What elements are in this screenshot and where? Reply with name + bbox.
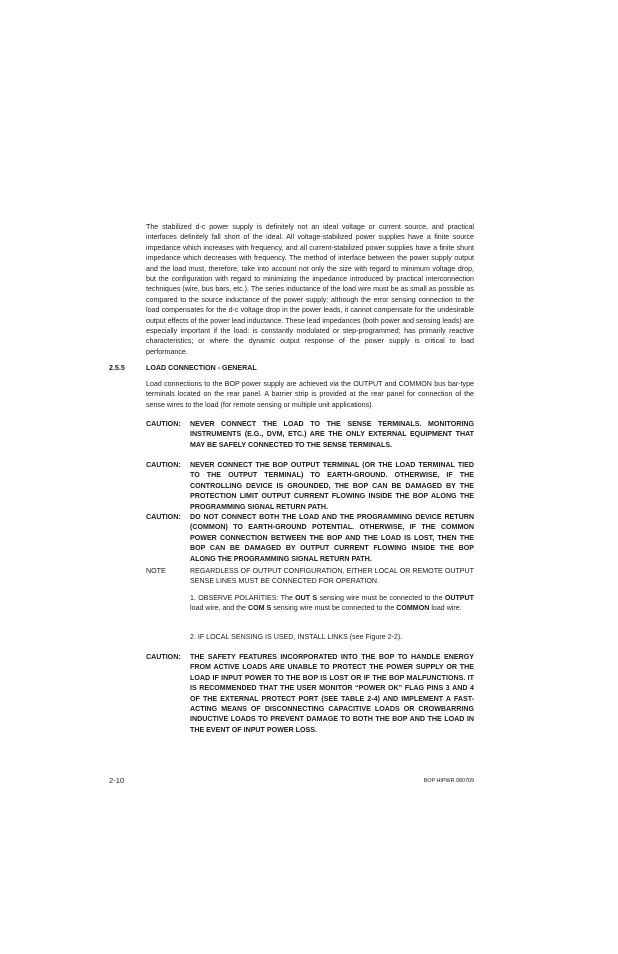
note-text: REGARDLESS OF OUTPUT CONFIGURATION, EITHER LOCAL OR REMOTE OUTPUT SENSE LINES MUST BE CONNECTED FOR OPERATION. bbox=[190, 567, 474, 586]
section-title: LOAD CONNECTION - GENERAL bbox=[146, 364, 257, 372]
note-block bbox=[146, 566, 474, 587]
page-number: 2-10 bbox=[109, 776, 125, 785]
caution-text: NEVER CONNECT THE LOAD TO THE SENSE TERMINALS. MONITORING INSTRUMENTS (E.G., DVM, ETC.) ARE THE ONLY EXTERNAL EQUIPMENT THAT MAY BE SAFELY CONNECTED TO THE SENSE TERMINALS. bbox=[190, 420, 474, 449]
intro-paragraph: The stabilized d-c power supply is definitely not an ideal voltage or current source, and practical interfaces definitely fall short of the ideal. All voltage-stabilized power supplies have a finite source impedance which increases with frequency, and all current-stabilized power supplies have a finite shunt impedance which decreases with frequency. The method of interface between the power supply output and the load must, therefore, take into account not only the size with regard to minimum voltage drop, but the configuration with regard to minimizing the impedance introduced by practical interconnection techniques (wire, bus bars, etc.). The series inductance of the load wire must be as small as possible as compared to the source inductance of the power supply: although the error sensing connection to the load compensates for the d-c voltage drop in the power leads, it cannot compensate for the undesirable output effects of the power lead inductance. These lead impedances (both power and sensing leads) are especially important if the load: is constantly modulated or step-programmed; has primarily reactive characteristics; or where the dynamic output response of the power supply is critical to load performance. bbox=[146, 223, 474, 356]
caution-block bbox=[146, 460, 474, 512]
note-item-2: 2. IF LOCAL SENSING IS USED, INSTALL LINKS (see Figure 2-2). bbox=[190, 633, 403, 641]
caution-text: NEVER CONNECT THE BOP OUTPUT TERMINAL (OR THE LOAD TERMINAL TIED TO THE OUTPUT TERMINAL) TO EARTH-GROUND. OTHERWISE, IF THE CONTROLLING DEVICE IS GROUNDED, THE BOP CAN BE DAMAGED BY THE PROTECTION LIMIT OUTPUT CURRENT FLOWING INSIDE THE BOP ALONG THE PROGRAMMING SIGNAL RETURN PATH. bbox=[190, 461, 474, 511]
caution-label: CAUTION: bbox=[146, 420, 181, 428]
caution-label: CAUTION: bbox=[146, 513, 181, 521]
caution-block bbox=[146, 419, 474, 450]
caution-text: DO NOT CONNECT BOTH THE LOAD AND THE PROGRAMMING DEVICE RETURN (COMMON) TO EARTH-GROUND POTENTIAL. OTHERWISE, IF THE COMMON POWER CONNECTION BETWEEN THE BOP AND THE LOAD IS LOST, THEN THE BOP CAN BE DAMAGED BY OUTPUT CURRENT FLOWING INSIDE THE BOP ALONG THE PROGRAMMING SIGNAL RETURN PATH. bbox=[190, 513, 474, 563]
section-paragraph: Load connections to the BOP power supply are achieved via the OUTPUT and COMMON bus bar-type terminals located on the rear panel. A barrier strip is provided at the rear panel for connection of the sense wires to the load (for remote sensing or multiple unit applications). bbox=[146, 380, 474, 409]
caution-block bbox=[146, 512, 474, 564]
note-label: NOTE bbox=[146, 567, 166, 575]
document-id: BOP HIPWR 080709 bbox=[423, 778, 474, 784]
caution-label: CAUTION: bbox=[146, 653, 181, 661]
note-item-1: 1. OBSERVE POLARITIES: The OUT S sensing wire must be connected to the OUTPUT load wire, and the COM S sensing wire must be connected to the COMMON load wire. bbox=[190, 594, 474, 613]
caution-block-final bbox=[146, 652, 474, 735]
caution-text: THE SAFETY FEATURES INCORPORATED INTO THE BOP TO HANDLE ENERGY FROM ACTIVE LOADS ARE UNABLE TO PROTECT THE POWER SUPPLY OR THE LOAD IF INPUT POWER TO THE BOP IS LOST OR IF THE BOP MALFUNCTIONS. IT IS RECOMMENDED THAT THE USER MONITOR “POWER OK” FLAG PINS 3 AND 4 OF THE EXTERNAL PROTECT PORT (SEE TABLE 2-4) AND IMPLEMENT A FAST-ACTING MEANS OF DISCONNECTING CAPACITIVE LOADS OR CROWBARRING INDUCTIVE LOADS TO PREVENT DAMAGE TO BOTH THE BOP AND THE LOAD IN THE EVENT OF INPUT POWER LOSS. bbox=[190, 653, 474, 734]
caution-label: CAUTION: bbox=[146, 461, 181, 469]
section-number: 2.5.5 bbox=[109, 364, 125, 372]
